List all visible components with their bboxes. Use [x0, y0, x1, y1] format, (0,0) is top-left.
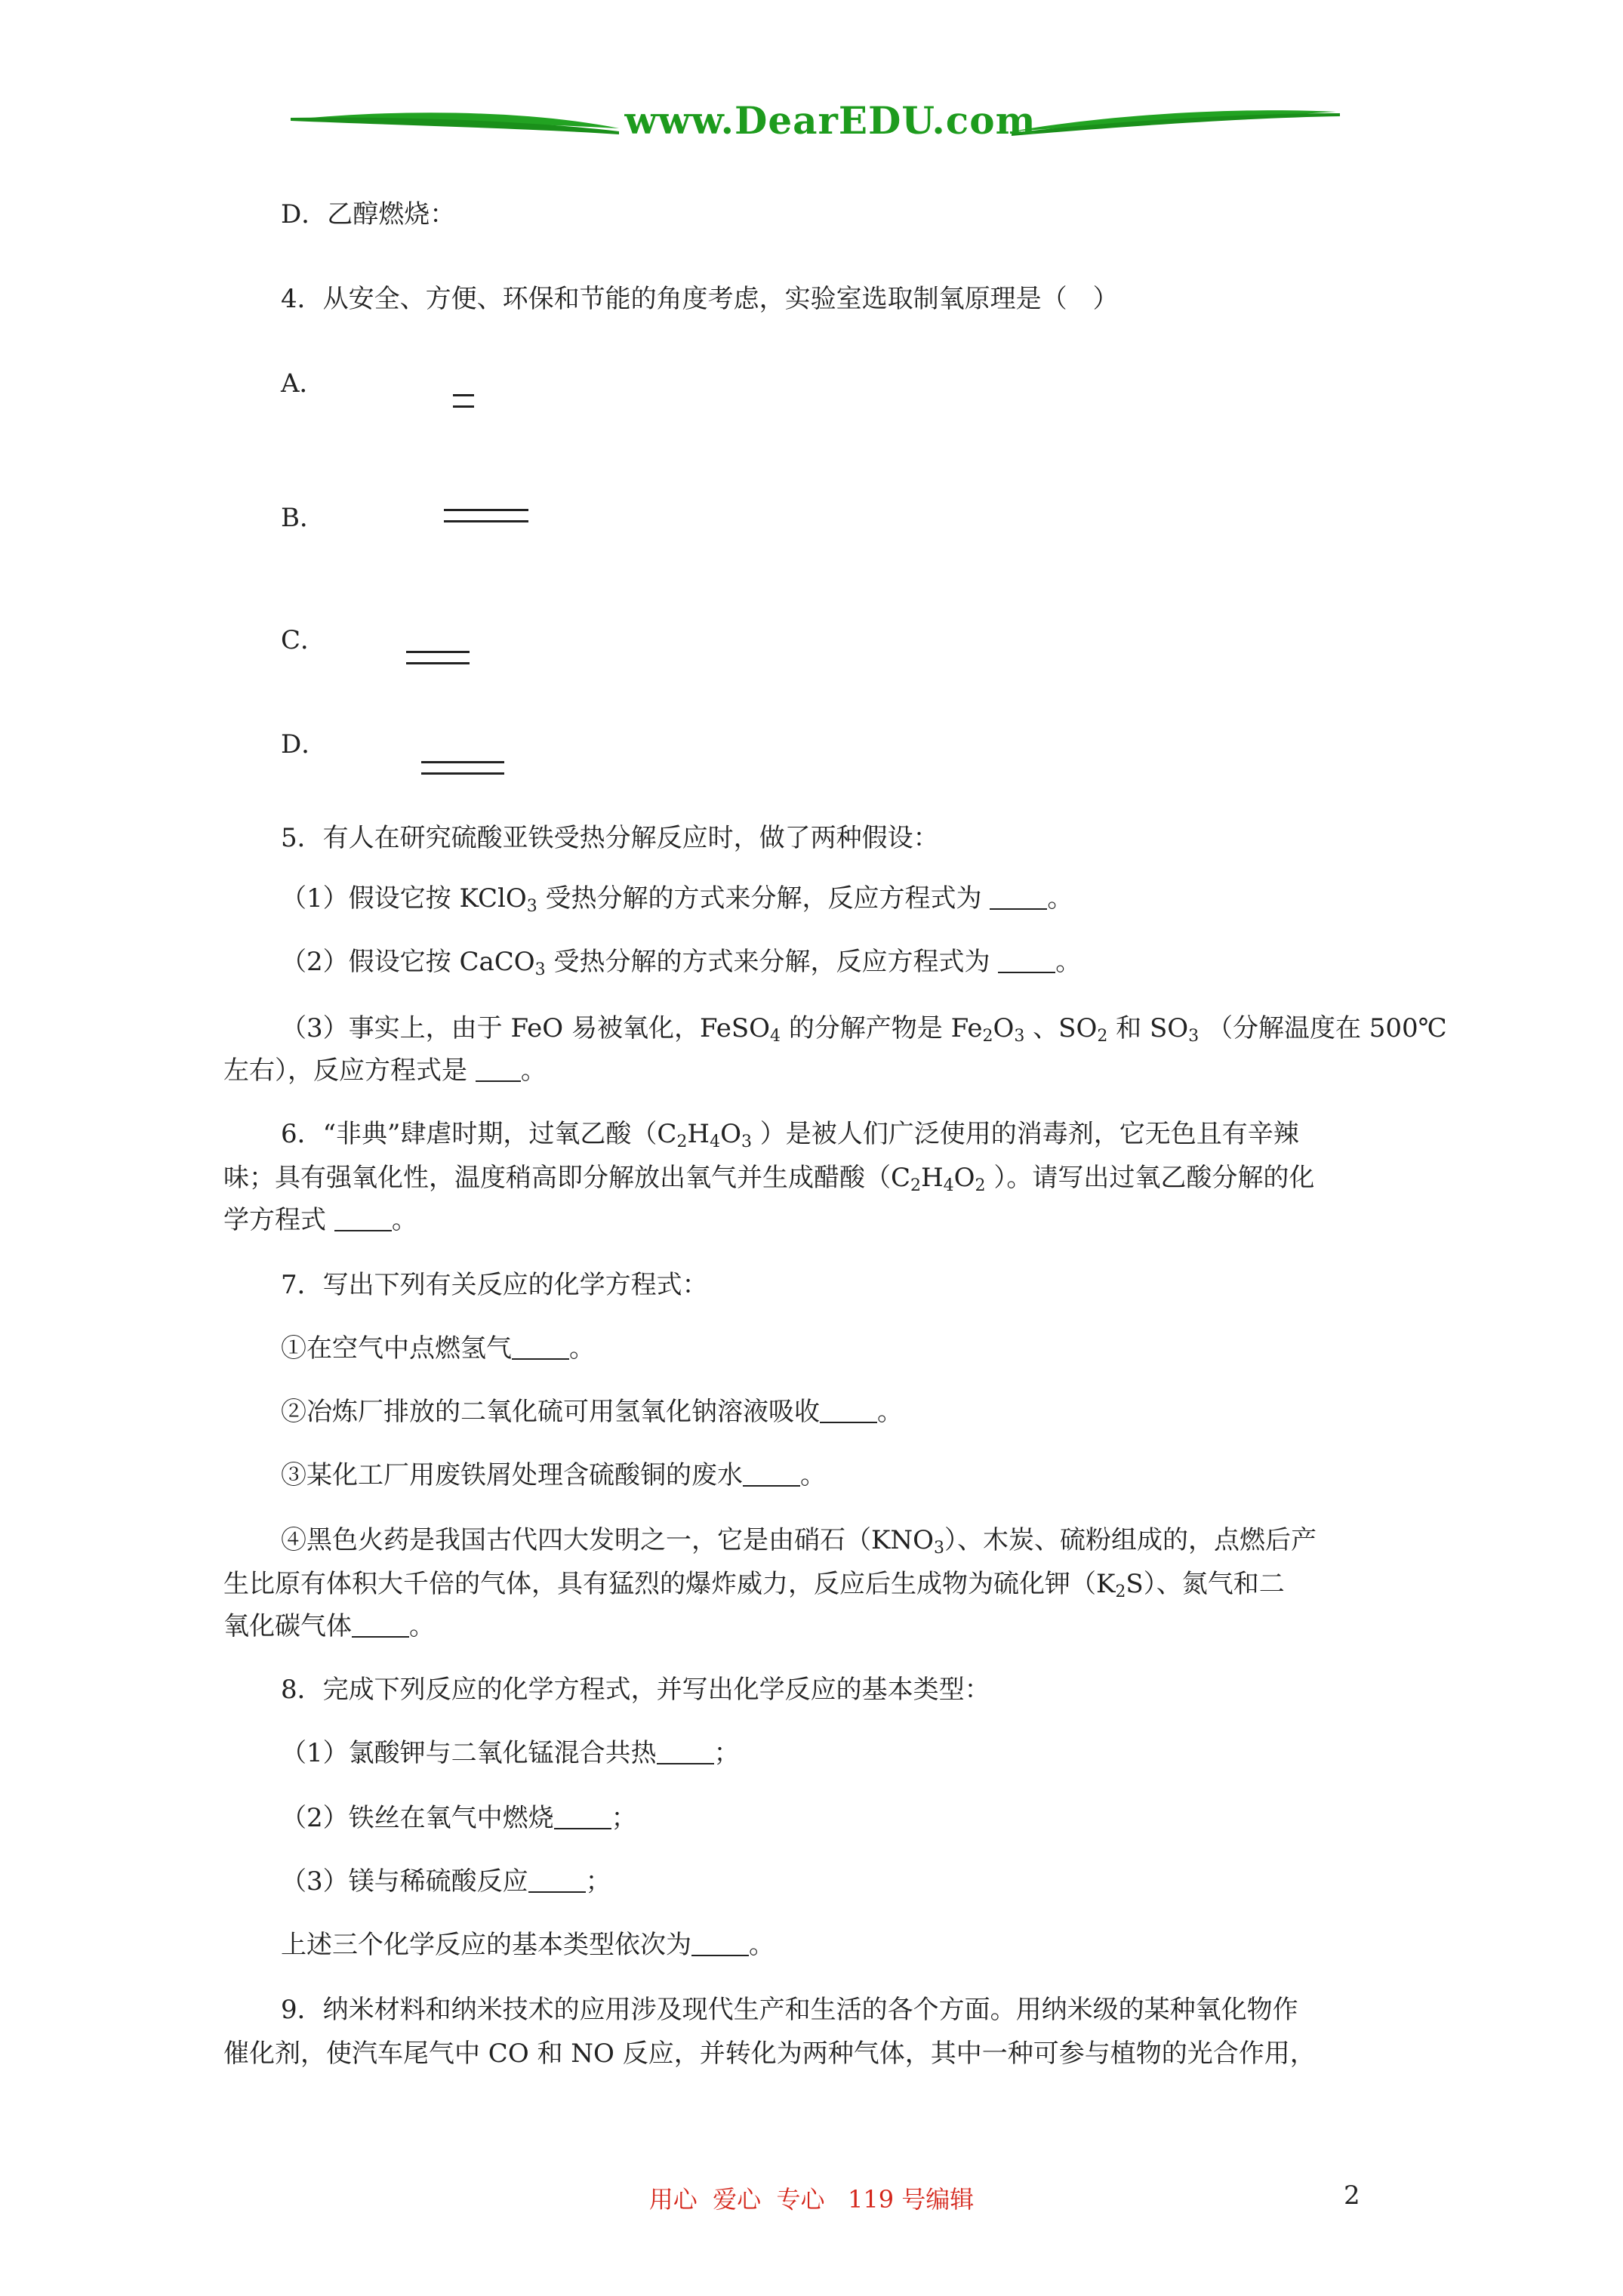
- q7-item-1: ①在空气中点燃氢气 。: [281, 1333, 595, 1364]
- q7-item-4-line3: 氧化碳气体 。: [223, 1611, 435, 1641]
- answer-blank[interactable]: [528, 1867, 586, 1893]
- answer-blank[interactable]: [476, 1056, 521, 1082]
- q5-stem: 5．有人在研究硫酸亚铁受热分解反应时，做了两种假设：: [281, 823, 939, 853]
- q4-stem: 4．从安全、方便、环保和节能的角度考虑，实验室选取制氧原理是（ ）: [281, 284, 1119, 314]
- q4-option-a-equals: [453, 394, 474, 408]
- q8-part-2: （2）铁丝在氧气中燃烧 ；: [281, 1803, 637, 1833]
- q9-line2: 催化剂，使汽车尾气中 CO 和 NO 反应，并转化为两种气体，其中一种可参与植物的光合作用，: [223, 2039, 1316, 2069]
- q3-option-d: D．乙醇燃烧：: [281, 199, 456, 230]
- answer-blank[interactable]: [691, 1931, 749, 1956]
- q7-item-4-line2: 生比原有体积大千倍的气体，具有猛烈的爆炸威力，反应后生成物为硫化钾$(K_2S)$、氮气和二: [223, 1569, 1285, 1601]
- q8-stem: 8．完成下列反应的化学方程式，并写出化学反应的基本类型：: [281, 1675, 990, 1705]
- q4-option-b: B．: [281, 503, 325, 533]
- q4-option-b-equals: [444, 509, 528, 522]
- q7-stem: 7．写出下列有关反应的化学方程式：: [281, 1270, 708, 1300]
- page-number: 2: [1344, 2180, 1360, 2211]
- answer-blank[interactable]: [743, 1461, 800, 1487]
- answer-blank[interactable]: [334, 1206, 392, 1231]
- q7-item-2: ②冶炼厂排放的二氧化硫可用氢氧化钠溶液吸收 。: [281, 1397, 903, 1427]
- answer-blank[interactable]: [990, 884, 1047, 910]
- q8-part-1: （1）氯酸钾与二氧化锰混合共热 ；: [281, 1738, 740, 1768]
- site-url: www.DearEDU.com: [624, 98, 1036, 143]
- q5-part-1: （1）假设它按 KClO$_3$ 受热分解的方式来分解，反应方程式为 。: [281, 883, 1073, 916]
- q4-option-c: C．: [281, 625, 327, 655]
- answer-blank[interactable]: [820, 1398, 877, 1423]
- q5-part-2: （2）假设它按 CaCO$_3$ 受热分解的方式来分解，反应方程式为 。: [281, 947, 1082, 979]
- q6-line1: 6．“非典”肆虐时期，过氧乙酸（$C_2H_4O_3$ ）是被人们广泛使用的消毒剂，它无色且有辛辣: [281, 1119, 1299, 1151]
- q4-option-c-equals: [406, 651, 470, 664]
- q8-part-3: （3）镁与稀硫酸反应 ；: [281, 1866, 611, 1897]
- answer-blank[interactable]: [554, 1804, 611, 1829]
- q4-option-d-equals: [421, 761, 504, 775]
- footer-slogan: 用心 爱心 专心 119 号编辑: [648, 2185, 975, 2214]
- q5-part-3-line2: 左右），反应方程式是 。: [223, 1056, 547, 1086]
- q5-part-3-line1: （3）事实上，由于 FeO 易被氧化，FeSO$_4$ 的分解产物是 $Fe_2O_3$ 、$SO_2$ 和 $SO_3$ （分解温度在 500℃: [281, 1013, 1447, 1046]
- q4-option-d: D．: [281, 729, 328, 760]
- q8-summary: 上述三个化学反应的基本类型依次为 。: [281, 1930, 775, 1960]
- q4-option-a: A．: [281, 368, 325, 399]
- answer-blank[interactable]: [998, 948, 1055, 973]
- q7-item-4-line1: ④黑色火药是我国古代四大发明之一，它是由硝石$(KNO_3)$、木炭、硫粉组成的，点燃后产: [281, 1525, 1317, 1558]
- answer-blank[interactable]: [512, 1334, 569, 1360]
- q9-line1: 9．纳米材料和纳米技术的应用涉及现代生产和生活的各个方面。用纳米级的某种氧化物作: [281, 1995, 1298, 2025]
- answer-blank[interactable]: [352, 1612, 409, 1638]
- site-header-banner: [287, 91, 1344, 159]
- q6-line2: 味；具有强氧化性，温度稍高即分解放出氧气并生成醋酸（$C_2H_4O_2$ ）。请写出过氧乙酸分解的化: [223, 1163, 1315, 1195]
- q7-item-3: ③某化工厂用废铁屑处理含硫酸铜的废水 。: [281, 1460, 826, 1490]
- answer-blank[interactable]: [657, 1739, 714, 1764]
- q6-line3: 学方程式 。: [223, 1205, 417, 1235]
